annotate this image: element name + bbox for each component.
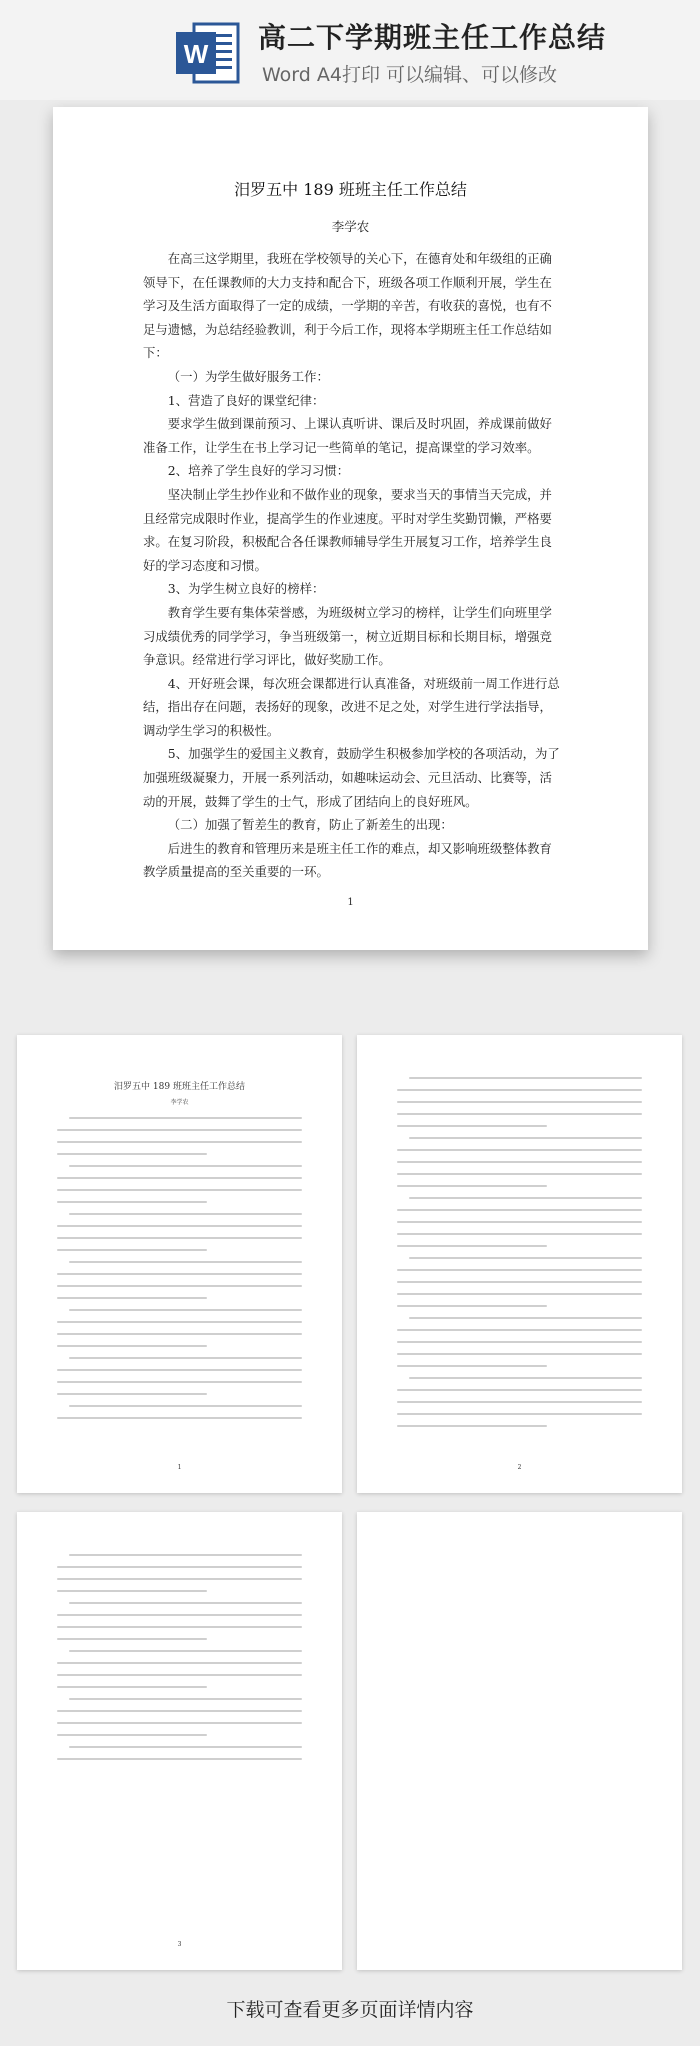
paragraph: 2、培养了学生良好的学习习惯： — [167, 463, 350, 479]
thumbnail-page-3 — [17, 1512, 342, 1970]
thumbnail-page-4 — [357, 1512, 682, 1970]
thumbnail-text-line — [397, 1329, 642, 1331]
page-number: 1 — [347, 897, 354, 908]
document-author: 李学农 — [331, 219, 370, 234]
thumbnail-text-line — [57, 1333, 302, 1335]
thumbnail-text-line — [397, 1185, 547, 1187]
paragraph: 1、营造了良好的课堂纪律： — [167, 392, 325, 408]
thumbnail-text-line — [69, 1698, 302, 1700]
thumbnail-text-line — [69, 1746, 302, 1748]
thumbnail-page-number: 1 — [177, 1464, 182, 1471]
thumbnail-title: 汨罗五中 189 班班主任工作总结 — [114, 1082, 245, 1092]
thumbnail-text-line — [57, 1722, 302, 1724]
thumbnail-text-line — [57, 1417, 302, 1419]
thumbnail-text-line — [397, 1101, 642, 1103]
thumbnail-text-line — [397, 1221, 642, 1223]
thumbnail-text-line — [409, 1077, 642, 1079]
thumbnail-text-line — [397, 1353, 642, 1355]
paragraph: 3、为学生树立良好的榜样： — [167, 581, 325, 597]
document-title: 汨罗五中 189 班班主任工作总结 — [234, 180, 467, 199]
thumbnail-text-line — [57, 1141, 302, 1143]
thumbnail-text-line — [57, 1273, 302, 1275]
svg-text:W: W — [183, 39, 209, 69]
thumbnail-text-line — [397, 1245, 547, 1247]
thumbnail-text-line — [57, 1578, 302, 1580]
paragraph: 5、加强学生的爱国主义教育，鼓励学生积极参加学校的各项活动，为了加强班级凝聚力，开展一系列活动，如趣味运动会、元旦活动、比赛等，活动的开展，鼓舞了学生的士气，形成了团结向上的良好班风。 — [143, 746, 560, 809]
thumbnail-text-line — [397, 1425, 547, 1427]
thumbnail-text-line — [69, 1405, 302, 1407]
download-hint: 下载可查看更多页面详情内容 — [226, 1999, 474, 2021]
thumbnail-text-line — [397, 1209, 642, 1211]
thumbnail-text-line — [397, 1269, 642, 1271]
paragraph: 4、开好班会课，每次班会课都进行认真准备，对班级前一周工作进行总结，指出存在问题，表扬好的现象，改进不足之处，对学生进行学法指导，调动学生学习的积极性。 — [143, 675, 560, 738]
thumbnail-text-line — [397, 1293, 642, 1295]
thumbnail-text-line — [57, 1662, 302, 1664]
thumbnail-text-line — [397, 1149, 642, 1151]
thumbnail-text-line — [57, 1710, 302, 1712]
thumbnail-text-line — [57, 1626, 302, 1628]
thumbnail-text-line — [57, 1177, 302, 1179]
thumbnail-text-line — [397, 1281, 642, 1283]
thumbnail-text-line — [397, 1233, 642, 1235]
thumbnail-text-line — [57, 1297, 207, 1299]
thumbnail-text-line — [69, 1309, 302, 1311]
thumbnail-text-line — [57, 1381, 302, 1383]
thumbnail-text-line — [69, 1357, 302, 1359]
thumbnail-text-line — [57, 1285, 302, 1287]
thumbnail-text-line — [57, 1153, 207, 1155]
thumbnail-text-line — [409, 1197, 642, 1199]
thumbnail-text-line — [57, 1321, 302, 1323]
thumbnail-text-line — [57, 1566, 302, 1568]
thumbnail-text-line — [397, 1365, 547, 1367]
thumbnail-text-line — [397, 1125, 547, 1127]
paragraph: 在高三这学期里，我班在学校领导的关心下，在德育处和年级组的正确领导下，在任课教师的大力支持和配合下，班级各项工作顺利开展，学生在学习及生活方面取得了一定的成绩，一学期的辛苦，有收获的喜悦，也有不足与遗憾，为总结经验教训，利于今后工作，现将本学期班主任工作总结如下： — [143, 251, 552, 361]
thumbnail-text-line — [57, 1638, 207, 1640]
thumbnail-text-line — [397, 1305, 547, 1307]
thumbnail-text-line — [69, 1117, 302, 1119]
document-body — [143, 247, 563, 884]
thumbnail-text-line — [397, 1401, 642, 1403]
thumbnail-text-line — [57, 1369, 302, 1371]
thumbnail-text-line — [69, 1165, 302, 1167]
thumbnail-text-line — [57, 1674, 302, 1676]
paragraph: 坚决制止学生抄作业和不做作业的现象，要求当天的事情当天完成，并且经常完成限时作业，提高学生的作业速度。平时对学生奖勤罚懒，严格要求。在复习阶段，积极配合各任课教师辅导学生开展复习工作，培养学生良好的学习态度和习惯。 — [143, 486, 552, 573]
thumbnail-text-line — [57, 1758, 302, 1760]
thumbnail-text-line — [69, 1554, 302, 1556]
thumbnail-text-line — [69, 1602, 302, 1604]
document-page-preview — [53, 107, 648, 950]
header-banner — [0, 0, 700, 100]
page-title: 高二下学期班主任工作总结 — [258, 21, 607, 54]
thumbnail-text-line — [409, 1137, 642, 1139]
thumbnail-text-line — [57, 1225, 302, 1227]
thumbnail-text-line — [69, 1261, 302, 1263]
thumbnail-text-line — [397, 1173, 642, 1175]
paragraph: （二）加强了暂差生的教育，防止了新差生的出现： — [167, 817, 453, 833]
paragraph: 教育学生要有集体荣誉感，为班级树立学习的榜样，让学生们向班里学习成绩优秀的同学学习，争当班级第一，树立近期目标和长期目标，增强竞争意识。经常进行学习评比，做好奖励工作。 — [143, 604, 552, 668]
paragraph: 要求学生做到课前预习、上课认真听讲、课后及时巩固，养成课前做好准备工作，让学生在书上学习记一些简单的笔记，提高课堂的学习效率。 — [143, 416, 552, 455]
thumbnail-text-line — [409, 1377, 642, 1379]
thumbnail-page-2 — [357, 1035, 682, 1493]
thumbnail-text-line — [57, 1590, 207, 1592]
thumbnail-text-line — [57, 1129, 302, 1131]
paragraph: （一）为学生做好服务工作： — [167, 368, 329, 384]
thumbnail-text-line — [397, 1389, 642, 1391]
thumbnail-text-line — [57, 1393, 207, 1395]
thumbnail-text-line — [57, 1249, 207, 1251]
word-icon — [172, 18, 242, 88]
thumbnail-text-line — [57, 1201, 207, 1203]
thumbnail-text-line — [57, 1686, 207, 1688]
thumbnail-text-line — [57, 1237, 302, 1239]
thumbnail-page-number: 2 — [517, 1464, 522, 1471]
thumbnail-text-line — [57, 1734, 207, 1736]
thumbnail-page-1 — [17, 1035, 342, 1493]
thumbnail-text-line — [397, 1341, 642, 1343]
thumbnail-text-line — [409, 1257, 642, 1259]
thumbnail-text-line — [69, 1213, 302, 1215]
thumbnail-text-line — [57, 1345, 207, 1347]
thumbnail-page-number: 3 — [177, 1941, 182, 1948]
thumbnail-text-line — [69, 1650, 302, 1652]
thumbnail-author: 李学农 — [170, 1099, 189, 1106]
paragraph: 后进生的教育和管理历来是班主任工作的难点，却又影响班级整体教育教学质量提高的至关重要的一环。 — [143, 840, 552, 880]
thumbnail-text-line — [397, 1113, 642, 1115]
thumbnail-text-line — [397, 1161, 642, 1163]
page-subtitle: Word A4打印 可以编辑、可以修改 — [262, 64, 558, 86]
thumbnail-text-line — [397, 1413, 642, 1415]
thumbnail-text-line — [409, 1317, 642, 1319]
thumbnail-text-line — [397, 1089, 642, 1091]
thumbnail-text-line — [57, 1614, 302, 1616]
thumbnail-text-line — [57, 1189, 302, 1191]
